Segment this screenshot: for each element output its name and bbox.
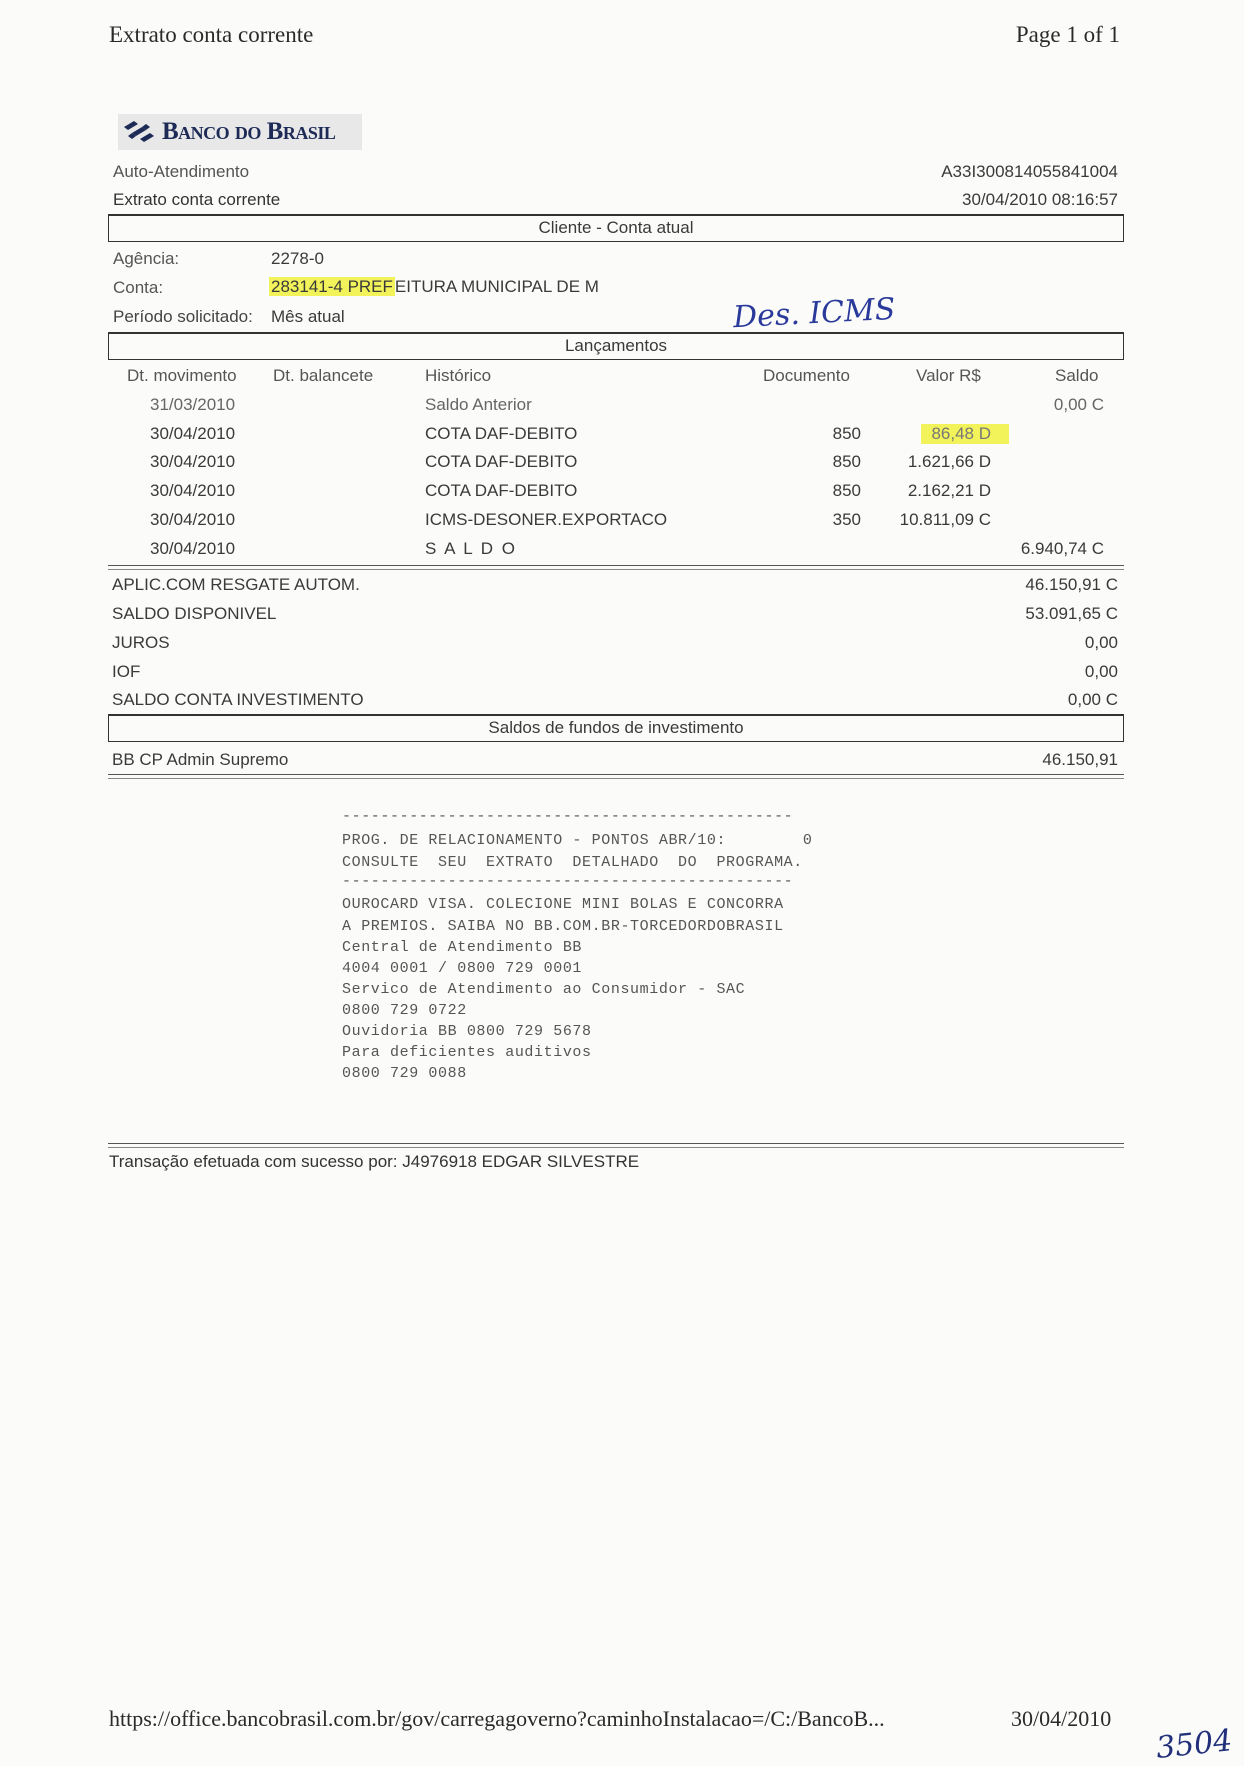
row-dt-movimento: 30/04/2010 xyxy=(150,510,236,529)
lancamentos-title: Lançamentos xyxy=(564,336,668,355)
message-dash-line: ----------------------------------------------- xyxy=(342,873,794,890)
col-historico: Histórico xyxy=(425,366,492,385)
table-row xyxy=(0,539,1244,567)
message-line: Ouvidoria BB 0800 729 5678 xyxy=(342,1023,592,1040)
table-row xyxy=(0,510,1244,538)
summary-label: SALDO CONTA INVESTIMENTO xyxy=(112,690,364,709)
row-dt-movimento: 30/04/2010 xyxy=(150,539,236,558)
summary-row xyxy=(0,575,1244,603)
account-label: Conta: xyxy=(113,278,164,297)
statement-title: Extrato conta corrente xyxy=(113,190,281,209)
print-footer-date: 30/04/2010 xyxy=(1011,1706,1112,1731)
client-section-title: Cliente - Conta atual xyxy=(538,218,694,237)
fund-value: 46.150,91 xyxy=(1042,750,1118,769)
row-saldo: 6.940,74 C xyxy=(1020,539,1104,558)
row-historico: ICMS-DESONER.EXPORTACO xyxy=(425,510,668,529)
row-saldo: 0,00 C xyxy=(1053,395,1104,414)
message-line: Central de Atendimento BB xyxy=(342,939,583,956)
bank-logo-icon xyxy=(122,117,156,147)
row-dt-movimento: 30/04/2010 xyxy=(150,481,236,500)
message-line: 4004 0001 / 0800 729 0001 xyxy=(342,960,583,977)
handwritten-page-number: 3504 xyxy=(1154,1723,1234,1766)
col-saldo: Saldo xyxy=(1055,366,1099,385)
print-footer-url: https://office.bancobrasil.com.br/gov/carregagoverno?caminhoInstalacao=/C:/BancoB... xyxy=(109,1706,885,1731)
period-value: Mês atual xyxy=(271,307,345,326)
col-dt-balancete: Dt. balancete xyxy=(273,366,374,385)
row-historico: S A L D O xyxy=(425,539,518,558)
row-valor: 1.621,66 D xyxy=(907,452,991,471)
bank-logo-text: Banco do Brasil xyxy=(162,118,336,145)
row-documento: 850 xyxy=(832,424,861,443)
table-row xyxy=(0,481,1244,509)
agency-value: 2278-0 xyxy=(271,249,324,268)
col-documento: Documento xyxy=(763,366,850,385)
message-line: 0800 729 0088 xyxy=(342,1065,467,1082)
row-dt-movimento: 30/04/2010 xyxy=(150,452,236,471)
transaction-footer: Transação efetuada com sucesso por: J4976918 EDGAR SILVESTRE xyxy=(109,1152,640,1171)
summary-label: JUROS xyxy=(112,633,170,652)
summary-row xyxy=(0,633,1244,661)
summary-row xyxy=(0,662,1244,690)
row-historico: COTA DAF-DEBITO xyxy=(425,452,578,471)
agency-label: Agência: xyxy=(113,249,180,268)
service-label: Auto-Atendimento xyxy=(113,162,250,181)
section-divider xyxy=(108,1143,1124,1148)
col-dt-movimento: Dt. movimento xyxy=(127,366,237,385)
client-section-header xyxy=(108,214,1124,242)
account-name: EITURA MUNICIPAL DE M xyxy=(394,277,599,296)
print-header-page: Page 1 of 1 xyxy=(1015,22,1120,47)
summary-row xyxy=(0,604,1244,632)
message-line: OUROCARD VISA. COLECIONE MINI BOLAS E CONCORRA xyxy=(342,896,784,913)
period-label: Período solicitado: xyxy=(113,307,253,326)
section-divider xyxy=(108,774,1124,779)
summary-value: 46.150,91 C xyxy=(1025,575,1118,594)
table-row xyxy=(0,395,1244,423)
bank-logo xyxy=(118,114,362,150)
funds-header xyxy=(108,714,1124,742)
row-historico: Saldo Anterior xyxy=(425,395,532,414)
summary-value: 53.091,65 C xyxy=(1025,604,1118,623)
summary-label: IOF xyxy=(112,662,141,681)
message-line: CONSULTE SEU EXTRATO DETALHADO DO PROGRAMA. xyxy=(342,854,803,871)
account-value xyxy=(269,277,599,297)
row-historico: COTA DAF-DEBITO xyxy=(425,424,578,443)
message-line: Servico de Atendimento ao Consumidor - SAC xyxy=(342,981,746,998)
message-line: PROG. DE RELACIONAMENTO - PONTOS ABR/10: 0 xyxy=(342,832,813,849)
lancamentos-column-headers xyxy=(0,366,1244,394)
row-documento: 350 xyxy=(832,510,861,529)
message-line: A PREMIOS. SAIBA NO BB.COM.BR-TORCEDORDOBRASIL xyxy=(342,918,784,935)
summary-label: SALDO DISPONIVEL xyxy=(112,604,277,623)
summary-label: APLIC.COM RESGATE AUTOM. xyxy=(112,575,360,594)
row-valor-highlight: 86,48 D xyxy=(921,424,1009,444)
row-historico: COTA DAF-DEBITO xyxy=(425,481,578,500)
row-documento: 850 xyxy=(832,481,861,500)
funds-title: Saldos de fundos de investimento xyxy=(488,718,744,737)
row-valor: 2.162,21 D xyxy=(907,481,991,500)
message-dash-line: ----------------------------------------------- xyxy=(342,808,794,825)
lancamentos-header xyxy=(108,332,1124,360)
handwritten-note: Des. ICMS xyxy=(732,291,897,336)
summary-value: 0,00 C xyxy=(1067,690,1118,709)
summary-value: 0,00 xyxy=(1084,633,1118,652)
auth-code: A33I300814055841004 xyxy=(941,162,1118,181)
col-valor: Valor R$ xyxy=(916,366,981,385)
message-line: 0800 729 0722 xyxy=(342,1002,467,1019)
fund-name: BB CP Admin Supremo xyxy=(112,750,289,769)
row-dt-movimento: 30/04/2010 xyxy=(150,424,236,443)
row-dt-movimento: 31/03/2010 xyxy=(150,395,236,414)
row-documento: 850 xyxy=(832,452,861,471)
table-row xyxy=(0,452,1244,480)
account-number-highlight: 283141-4 PREF xyxy=(271,277,393,296)
message-line: Para deficientes auditivos xyxy=(342,1044,592,1061)
print-header-title: Extrato conta corrente xyxy=(109,22,314,47)
section-divider xyxy=(108,565,1124,570)
statement-datetime: 30/04/2010 08:16:57 xyxy=(962,190,1118,209)
summary-value: 0,00 xyxy=(1084,662,1118,681)
row-valor: 10.811,09 C xyxy=(899,510,991,529)
table-row xyxy=(0,424,1244,452)
